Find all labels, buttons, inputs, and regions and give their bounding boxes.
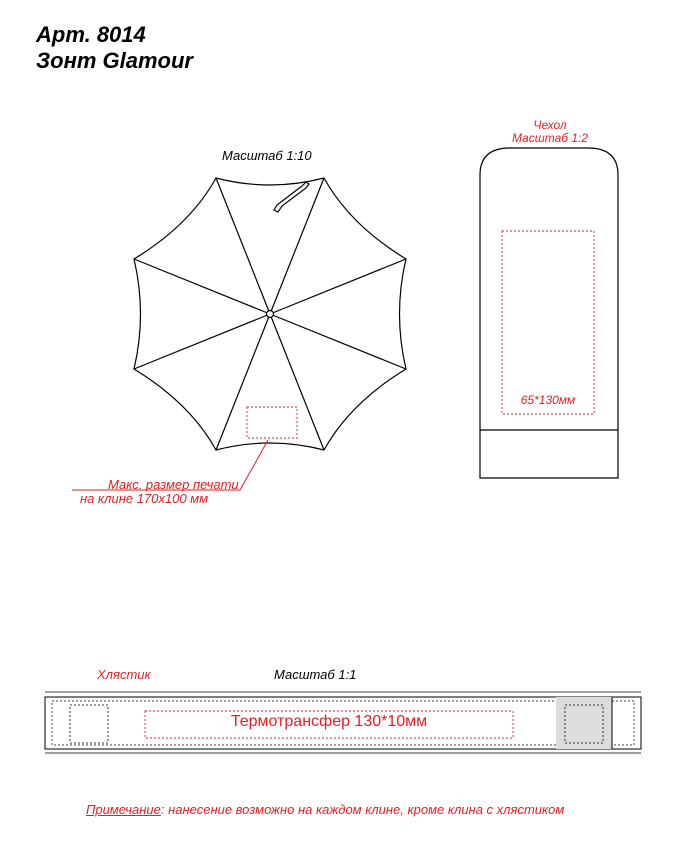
footer-note-text: : нанесение возможно на каждом клине, кроме клина с хлястиком bbox=[160, 802, 565, 817]
strap-label: Хлястик bbox=[97, 667, 151, 682]
strap-scale-label: Масштаб 1:1 bbox=[274, 667, 357, 682]
umbrella-strap bbox=[274, 182, 309, 212]
umbrella-scale-label: Масштаб 1:10 bbox=[222, 148, 312, 163]
footer-note bbox=[86, 802, 564, 817]
strap-transfer-text: Термотрансфер 130*10мм bbox=[230, 713, 428, 730]
cover-outline bbox=[480, 148, 618, 478]
umbrella-rib bbox=[216, 178, 270, 314]
umbrella-rib bbox=[270, 314, 406, 369]
cover-print-size: 65*130мм bbox=[520, 393, 576, 407]
cover-scale-label: Масштаб 1:2 bbox=[511, 131, 589, 145]
cover-title: Чехол bbox=[533, 118, 567, 132]
umbrella-center bbox=[267, 311, 274, 318]
umbrella-print-note-line2: на клине 170x100 мм bbox=[80, 491, 209, 506]
umbrella-rib bbox=[216, 314, 270, 450]
footer-note-label: Примечание bbox=[86, 802, 161, 817]
umbrella-print-area bbox=[247, 407, 297, 438]
strap-highlight bbox=[556, 697, 612, 749]
umbrella-canopy bbox=[134, 178, 406, 450]
umbrella-rib bbox=[134, 259, 270, 314]
product-name: Зонт Glamour bbox=[36, 48, 193, 73]
article-number: Арт. 8014 bbox=[36, 22, 146, 47]
cover-print-area bbox=[502, 231, 594, 414]
strap-snap-left bbox=[70, 705, 108, 743]
umbrella-rib bbox=[270, 178, 324, 314]
umbrella-print-note-line1: Макс. размер печати bbox=[108, 477, 239, 492]
umbrella-rib bbox=[134, 314, 270, 369]
umbrella-rib bbox=[270, 259, 406, 314]
